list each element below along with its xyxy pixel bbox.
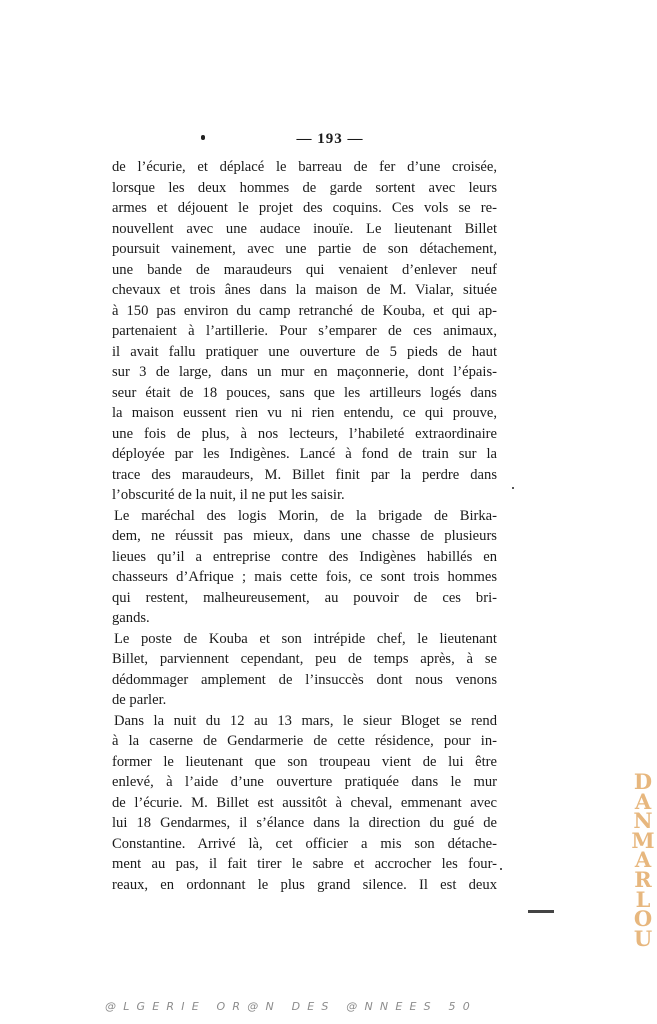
watermark-letter: O: [633, 906, 653, 932]
scan-dot: [500, 868, 502, 870]
text-line: nouvellent avec une audace inouïe. Le lieutenant Billet: [112, 220, 497, 237]
text-line: Dans la nuit du 12 au 13 mars, le sieur Bloget se rend: [114, 712, 497, 729]
text-line: Le maréchal des logis Morin, de la brigade de Birka-: [114, 507, 497, 524]
text-line: ment au pas, il fait tirer le sabre et accrocher les four-: [112, 856, 497, 872]
text-line: à 150 pas environ du camp retranché de Kouba, et qui ap-: [112, 302, 497, 319]
text-line: lorsque les deux hommes de garde sortent avec leurs: [112, 179, 497, 196]
body-text: [112, 157, 497, 895]
watermark-letter: A: [634, 788, 652, 814]
text-line: lui 18 Gendarmes, il s’élance dans la direction du gué de: [112, 815, 497, 831]
watermark-letter: A: [634, 847, 652, 873]
text-line: sur 3 de large, dans un mur en maçonnerie, dont l’épais-: [112, 364, 497, 380]
watermark-letter: N: [633, 808, 653, 834]
text-line: trace des maraudeurs, M. Billet finit par la perdre dans: [112, 466, 497, 483]
scan-mark: [528, 910, 554, 913]
text-line: de l’écurie. M. Billet est aussitôt à cheval, emmenant avec: [112, 794, 497, 811]
text-line: reaux, en ordonnant le plus grand silence. Il est deux: [112, 876, 497, 893]
scan-dot: [512, 487, 514, 489]
text-line: une fois de plus, à nos lecteurs, l’habileté extraordinaire: [112, 425, 497, 442]
text-line: lieues qu’il a entreprise contre des Indigènes habillés en: [112, 548, 497, 565]
watermark-letter: R: [634, 866, 652, 892]
text-line: la maison eussent rien vu ni rien entendu, ce qui prouve,: [112, 405, 497, 421]
text-line: chevaux et trois ânes dans la maison de M. Vialar, située: [112, 282, 497, 298]
text-line: dédommager amplement de l’insuccès dont nous venons: [112, 671, 497, 688]
page-number: — 193 —: [296, 131, 364, 147]
text-line: de parler.: [112, 692, 167, 708]
text-line: Constantine. Arrivé là, cet officier a mis son détache-: [112, 835, 497, 852]
watermark-vertical: [630, 769, 656, 951]
watermark-letter: D: [633, 769, 653, 794]
text-line: une bande de maraudeurs qui venaient d’enlever neuf: [112, 261, 497, 278]
text-line: seur était de 18 pouces, sans que les artilleurs logés dans: [112, 384, 497, 401]
text-line: de l’écurie, et déplacé le barreau de fer d’une croisée,: [112, 159, 497, 175]
watermark-letter: U: [633, 925, 653, 951]
footer-watermark: @LGERIE OR@N DES @NNEES 50: [105, 1000, 477, 1013]
text-line: former le lieutenant que son troupeau vient de lui être: [112, 753, 497, 770]
text-line: poursuit vainement, avec une partie de son détachement,: [112, 241, 497, 257]
watermark-letter: M: [631, 827, 655, 853]
text-line: l’obscurité de la nuit, il ne put les saisir.: [112, 487, 345, 503]
text-line: il avait fallu pratiquer une ouverture de 5 pieds de haut: [112, 343, 497, 360]
text-line: dem, ne réussit pas mieux, dans une chasse de plusieurs: [112, 528, 497, 544]
text-line: enlevé, à l’aide d’une ouverture pratiquée dans le mur: [112, 774, 497, 790]
text-line: Billet, parviennent cependant, peu de temps après, à se: [112, 651, 497, 667]
text-line: chasseurs d’Afrique ; mais cette fois, ce sont trois hommes: [112, 569, 497, 585]
text-line: qui restent, malheureusement, au pouvoir de ces bri-: [112, 589, 497, 606]
watermark-letter: L: [635, 886, 651, 912]
text-line: gands.: [112, 610, 150, 626]
text-line: Le poste de Kouba et son intrépide chef, le lieutenant: [114, 630, 497, 647]
text-line: partenaient à l’artillerie. Pour s’emparer de ces animaux,: [112, 323, 497, 339]
text-line: armes et déjouent le projet des coquins. Ces vols se re-: [112, 200, 497, 216]
text-line: déployée par les Indigènes. Lancé à fond de train sur la: [112, 446, 497, 462]
text-line: à la caserne de Gendarmerie de cette résidence, pour in-: [112, 733, 497, 749]
